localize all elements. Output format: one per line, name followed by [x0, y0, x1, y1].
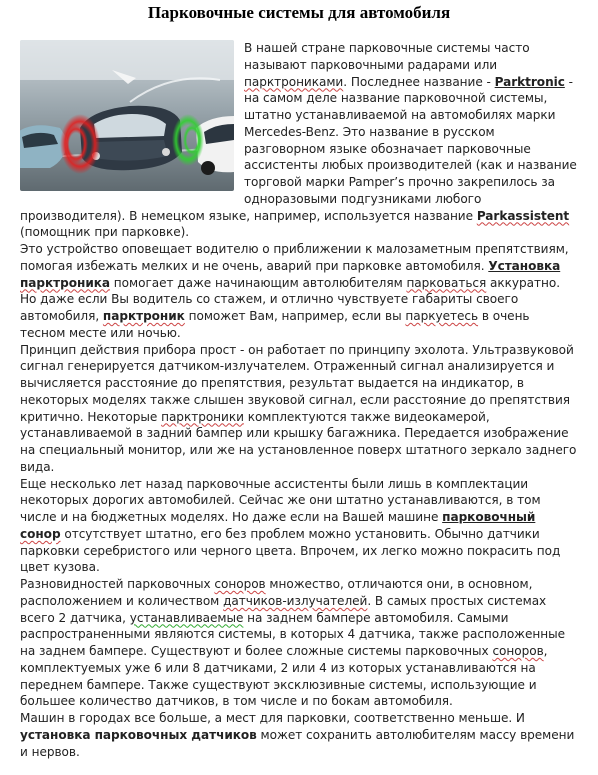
word-parkuetes: паркуетесь [405, 309, 479, 323]
text-run: в очень тесном месте или ночью. [20, 309, 530, 340]
text-run: комплектуются также видеокамерой, устанавливаемой в задний бампер или крышку багажника. Передается изображение на специальный монитор, или же на установленное поверх штатного зеркало заднего вида. [20, 409, 577, 474]
term-parktronika: парктроника [20, 275, 111, 290]
word-datchikov-izluchateley: датчиков-излучателей [223, 593, 368, 608]
text-run: Разновидностей парковочных [20, 577, 215, 591]
text-run: на заднем бампере автомобиля. Самыми распространенными являются системы, в которых 4 датчика, также расположенные на заднем бампере. Существуют и более сложные системы парковочных [20, 610, 566, 658]
text-run: Еще несколько лет назад парковочные ассистенты были лишь в комплектации некоторых дорогих автомобилей. Сейчас же они штатно устанавливаются, в том числе и на бюджетных моделях. Но даже если на Вашей машине [20, 476, 541, 524]
term-parktronik: парктроник [102, 309, 185, 323]
text-run: Принцип действия прибора прост - он работает по принципу эхолота. Ультразвуковой сигнал генерируется датчиком-излучателем. Отраженный сигнал анализируется и вычисляется расстояние до препятствия, результат выдается на индикатор, в некоторых моделях также слышен звуковой сигнал, если расстояние до препятствия критично. Некоторые [20, 342, 574, 424]
car-parking-illustration-icon [20, 40, 234, 191]
term-sonor: сонор [20, 526, 61, 541]
term-ustanovka-datchikov: установка парковочных датчиков [20, 727, 257, 742]
text-run: - на самом деле название парковочной системы, штатно устанавливаемой на автомобилях марки Mercedes-Benz. Это название в русском разговорном языке обозначает парковочные ассистенты любых производителей (как и название торговой марки Pamper’s прочно закрепилось за одноразовыми подгузниками любого производителя). В немецком языке, например, используется название [20, 74, 577, 223]
text-run: множество, отличаются они, в основном, расположением и количеством [20, 577, 533, 608]
word-parktroniki: парктроники [161, 409, 244, 424]
text-run: помогает даже начинающим автолюбителям [110, 275, 407, 290]
paragraph-3 [20, 342, 578, 476]
word-ustanavlivaemye: устанавливаемые [129, 610, 244, 625]
text-run: поможет Вам, например, если вы [184, 309, 406, 323]
term-parktroniki: парктрониками [244, 74, 344, 89]
paragraph-2 [20, 241, 578, 342]
text-run: Машин в городах все больше, а мест для парковки, соответственно меньше. И [20, 711, 525, 725]
term-parktronic: Parktronic [494, 74, 565, 89]
text-run: . Последнее название - [343, 74, 495, 89]
term-parkovochny: парковочный [442, 510, 536, 524]
text-run: отсутствует штатно, его без проблем можно установить. Обычно датчики парковки серебристого или черного цвета. Впрочем, их легко можно покрасить под цвет кузова. [20, 526, 561, 575]
text-run: В нашей стране парковочные системы часто называют парковочными радарами или [244, 41, 530, 72]
page-title: Парковочные системы для автомобиля [147, 3, 451, 22]
text-run: может сохранить автолюбителям массу времени и нервов. [20, 727, 575, 759]
word-sonorov: соноров [214, 577, 266, 591]
parking-illustration-image [20, 40, 234, 191]
text-run: Это устройство оповещает водителю о приближении к малозаметным препятствиям, помогая избежать мелких и не очень, аварий при парковке автомобиля. [20, 242, 569, 273]
word-sonorov: соноров [492, 644, 544, 658]
text-run: (помощник при парковке). [20, 225, 190, 240]
word-parkovatsya: парковаться [406, 275, 487, 290]
paragraph-4 [20, 476, 578, 577]
text-run: . В самых простых системах всего 2 датчика, [20, 593, 547, 625]
text-run: аккуратно. Но даже если Вы водитель со стажем, и отлично чувствуете габариты своего автомобиля, [20, 275, 561, 323]
paragraph-6 [20, 710, 578, 760]
term-ustanovka: Установка [488, 258, 561, 273]
article-body [20, 40, 578, 760]
text-run: , комплектуемых уже 6 или 8 датчиками, 2 или 4 из которых устанавливаются на переднем бампере. Также существуют эксклюзивные системы, использующие и большее количество датчиков, в том числе и по бокам автомобиля. [20, 644, 548, 709]
term-parkassistent: Parkassistent [476, 208, 570, 223]
paragraph-5 [20, 576, 578, 710]
